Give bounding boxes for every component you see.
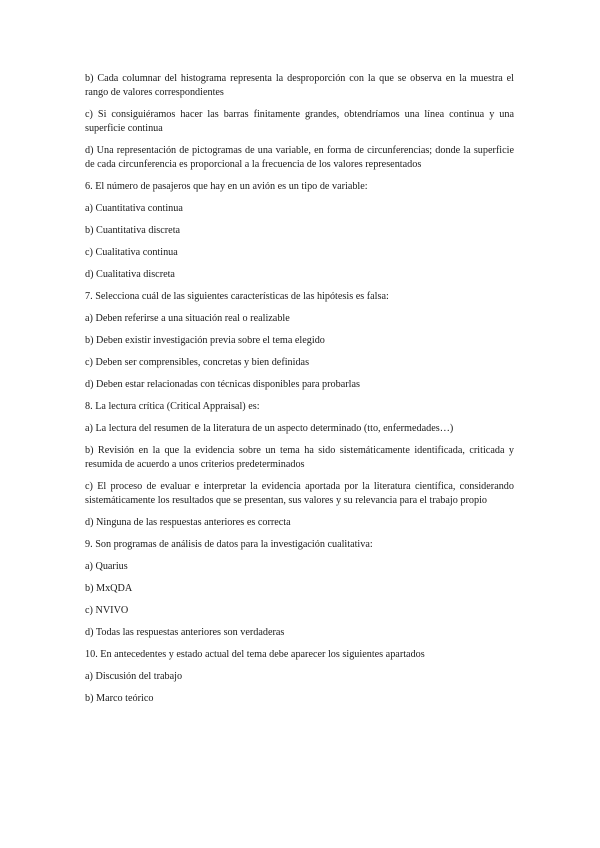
answer-option-6b: b) Cuantitativa discreta [85,225,181,236]
answer-option-6d: d) Cualitativa discreta [85,269,175,280]
question-7: 7. Selecciona cuál de las siguientes características de las hipótesis es falsa: [85,291,389,302]
answer-option-7a: a) Deben referirse a una situación real o realizable [85,313,290,324]
answer-option-8a: a) La lectura del resumen de la literatura de un aspecto determinado (tto, enfermedades…) [85,423,454,434]
answer-option-9c: c) NVIVO [85,605,129,616]
answer-option-5d: d) Una representación de pictogramas de una variable, en forma de circunferencias; donde la superficie de cada circunferencia es proporcional a la frecuencia de los valores representados [85,145,514,170]
question-9: 9. Son programas de análisis de datos para la investigación cualitativa: [85,539,373,550]
answer-option-7b: b) Deben existir investigación previa sobre el tema elegido [85,335,325,346]
answer-option-9d: d) Todas las respuestas anteriores son verdaderas [85,627,285,638]
answer-option-9b: b) MxQDA [85,583,133,594]
answer-option-5c: c) Si consiguiéramos hacer las barras finitamente grandes, obtendríamos una línea continua y una superficie continua [85,109,514,134]
answer-option-7c: c) Deben ser comprensibles, concretas y bien definidas [85,357,310,368]
answer-option-9a: a) Quarius [85,561,128,572]
document-page [85,72,514,714]
answer-option-8c: c) El proceso de evaluar e interpretar la evidencia aportada por la literatura científica, considerando sistemáticamente los resultados que se presentan, sus valores y su relevancia para el trabajo propio [85,481,514,506]
answer-option-8b: b) Revisión en la que la evidencia sobre un tema ha sido sistemáticamente identificada, criticada y resumida de acuerdo a unos criterios predeterminados [85,445,514,470]
answer-option-6c: c) Cualitativa continua [85,247,178,258]
answer-option-10a: a) Discusión del trabajo [85,671,183,682]
answer-option-5b: b) Cada columnar del histograma representa la desproporción con la que se observa en la muestra el rango de valores correspondientes [85,73,514,98]
question-6: 6. El número de pasajeros que hay en un avión es un tipo de variable: [85,181,368,192]
answer-option-6a: a) Cuantitativa continua [85,203,183,214]
question-8: 8. La lectura crítica (Critical Appraisal) es: [85,401,260,412]
question-10: 10. En antecedentes y estado actual del tema debe aparecer los siguientes apartados [85,649,425,660]
answer-option-7d: d) Deben estar relacionadas con técnicas disponibles para probarlas [85,379,360,390]
answer-option-8d: d) Ninguna de las respuestas anteriores es correcta [85,517,291,528]
answer-option-10b: b) Marco teórico [85,693,154,704]
